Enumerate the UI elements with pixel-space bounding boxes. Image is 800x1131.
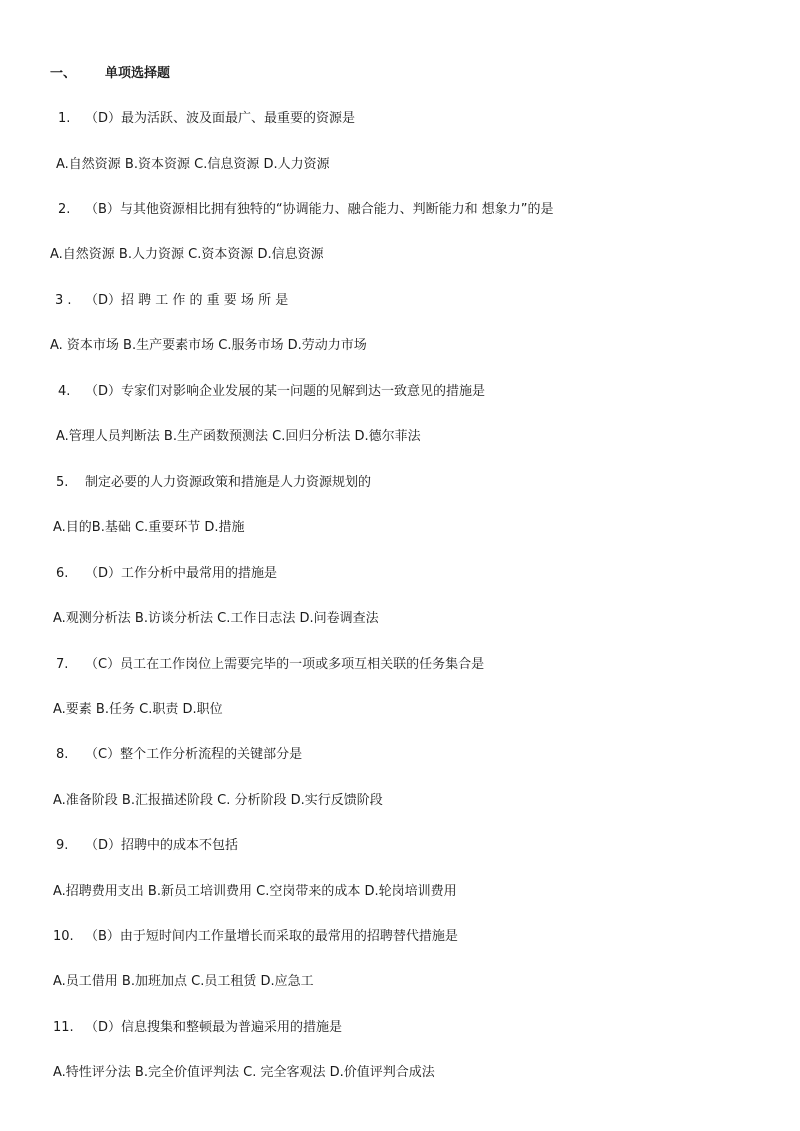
question-6-number: 6. bbox=[56, 566, 69, 581]
question-10-number: 10. bbox=[53, 929, 74, 944]
question-2-text: （B）与其他资源相比拥有独特的“协调能力、融合能力、判断能力和 想象力”的是 bbox=[85, 202, 554, 217]
question-6-options: A.观测分析法 B.访谈分析法 C.工作日志法 D.问卷调查法 bbox=[53, 611, 379, 626]
question-9-text: （D）招聘中的成本不包括 bbox=[85, 838, 239, 853]
question-1-number: 1. bbox=[58, 111, 71, 126]
question-1-options: A.自然资源 B.资本资源 C.信息资源 D.人力资源 bbox=[56, 157, 330, 172]
question-8-options: A.准备阶段 B.汇报描述阶段 C. 分析阶段 D.实行反馈阶段 bbox=[53, 793, 383, 808]
question-7-text: （C）员工在工作岗位上需要完毕的一项或多项互相关联的任务集合是 bbox=[85, 657, 485, 672]
question-3-text: （D）招 聘 工 作 的 重 要 场 所 是 bbox=[85, 293, 289, 308]
question-10-text: （B）由于短时间内工作量增长而采取的最常用的招聘替代措施是 bbox=[85, 929, 458, 944]
question-7-options: A.要素 B.任务 C.职责 D.职位 bbox=[53, 702, 223, 717]
question-11-number: 11. bbox=[53, 1020, 74, 1035]
question-4-text: （D）专家们对影响企业发展的某一问题的见解到达一致意见的措施是 bbox=[85, 384, 486, 399]
question-5-text: 制定必要的人力资源政策和措施是人力资源规划的 bbox=[85, 475, 372, 490]
question-10-options: A.员工借用 B.加班加点 C.员工租赁 D.应急工 bbox=[53, 974, 314, 989]
question-7-number: 7. bbox=[56, 657, 69, 672]
question-11-text: （D）信息搜集和整顿最为普遍采用的措施是 bbox=[85, 1020, 343, 1035]
question-4-number: 4. bbox=[58, 384, 71, 399]
section-title: 单项选择题 bbox=[105, 66, 171, 81]
question-6-text: （D）工作分析中最常用的措施是 bbox=[85, 566, 278, 581]
question-11-options: A.特性评分法 B.完全价值评判法 C. 完全客观法 D.价值评判合成法 bbox=[53, 1065, 435, 1080]
question-9-number: 9. bbox=[56, 838, 69, 853]
question-8-text: （C）整个工作分析流程的关键部分是 bbox=[85, 747, 303, 762]
question-3-options: A. 资本市场 B.生产要素市场 C.服务市场 D.劳动力市场 bbox=[50, 338, 367, 353]
section-number: 一、 bbox=[50, 66, 77, 81]
question-5-options: A.目的B.基础 C.重要环节 D.措施 bbox=[53, 520, 245, 535]
question-2-options: A.自然资源 B.人力资源 C.资本资源 D.信息资源 bbox=[50, 247, 324, 262]
question-3-number: 3 . bbox=[55, 293, 72, 308]
question-2-number: 2. bbox=[58, 202, 71, 217]
question-8-number: 8. bbox=[56, 747, 69, 762]
question-4-options: A.管理人员判断法 B.生产函数预测法 C.回归分析法 D.德尔菲法 bbox=[56, 429, 421, 444]
question-1-text: （D）最为活跃、波及面最广、最重要的资源是 bbox=[85, 111, 356, 126]
question-9-options: A.招聘费用支出 B.新员工培训费用 C.空岗带来的成本 D.轮岗培训费用 bbox=[53, 884, 457, 899]
question-5-number: 5. bbox=[56, 475, 69, 490]
